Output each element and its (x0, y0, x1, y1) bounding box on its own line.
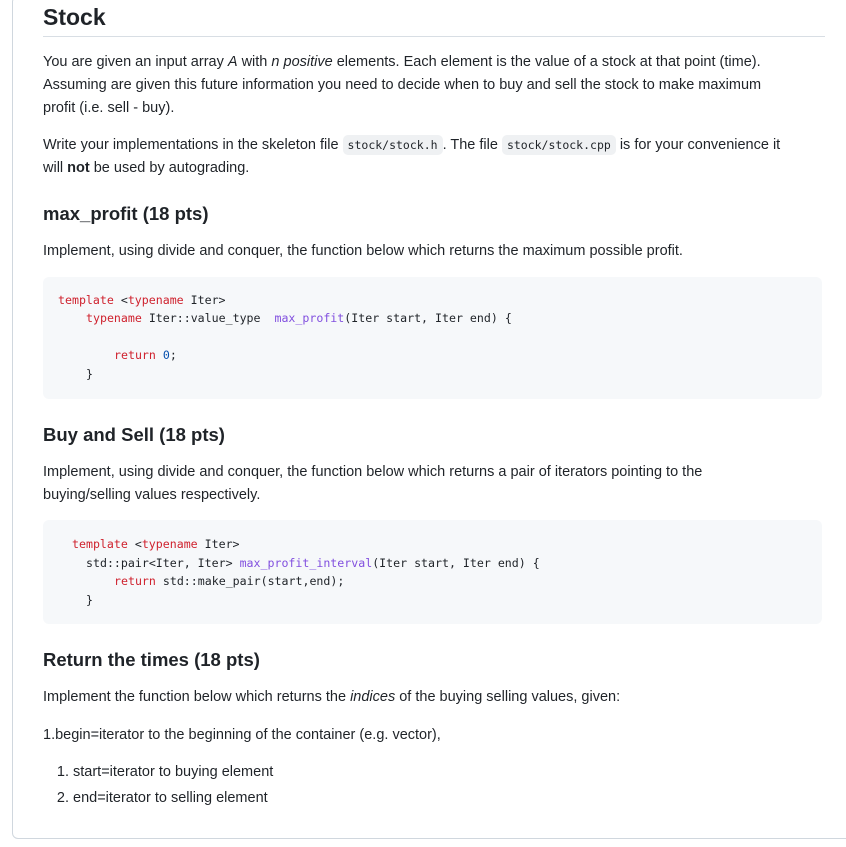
page-title: Stock (43, 2, 825, 37)
skeleton-text: be used by autograding. (89, 160, 250, 176)
skeleton-text: . The file (442, 137, 502, 153)
list-item: 2. end=iterator to selling element (73, 785, 825, 811)
code-keyword: return (114, 574, 156, 588)
code-number: 0 (162, 348, 170, 362)
heading-return-the-times: Return the times (18 pts) (43, 649, 260, 670)
emphasis-not: not (67, 160, 90, 176)
skeleton-paragraph (43, 134, 825, 180)
code-block-max-profit (43, 277, 822, 399)
buy-sell-text: Implement, using divide and conquer, the function below which returns a pair of iterators pointing to the (43, 464, 703, 480)
code-text: std::make_pair(start,end); (155, 574, 345, 588)
code-text: Iter> (183, 293, 226, 307)
code-function: max_profit_interval (239, 556, 373, 570)
code-keyword: return (114, 348, 156, 362)
code-line (86, 309, 512, 327)
return-times-description (43, 686, 825, 709)
intro-text: You are given an input array (43, 54, 228, 70)
intro-paragraph (43, 51, 825, 120)
intro-text: elements. Each element is the value of a stock at that point (time). (332, 54, 761, 70)
code-text: ; (169, 348, 177, 362)
begin-item: 1.begin=iterator to the beginning of the container (e.g. vector), (43, 727, 441, 743)
heading-buy-and-sell: Buy and Sell (18 pts) (43, 424, 225, 445)
intro-text: profit (i.e. sell - buy). (43, 100, 175, 116)
intro-positive: positive (283, 54, 333, 70)
intro-n: n (271, 54, 280, 70)
skeleton-text: Write your implementations in the skeleton file (43, 137, 343, 153)
inline-code-stock-cpp: stock/stock.cpp (502, 135, 616, 155)
code-keyword: typename (141, 537, 198, 551)
code-line (114, 572, 344, 590)
code-line (114, 346, 177, 364)
code-keyword: template (72, 537, 128, 551)
intro-text: with (237, 54, 272, 70)
code-text: (Iter start, Iter end) { (372, 556, 540, 570)
skeleton-text: is for your convenience it (615, 137, 781, 153)
buy-sell-description (43, 461, 825, 507)
code-line: } (86, 367, 93, 381)
return-times-text: of the buying selling values, given: (395, 689, 621, 705)
code-line (72, 535, 240, 553)
code-keyword: typename (86, 311, 142, 325)
code-line: } (86, 593, 93, 607)
skeleton-text: will (43, 160, 68, 176)
return-times-text: Implement the function below which returns the (43, 689, 351, 705)
readme-card (12, 0, 846, 839)
code-text: < (127, 537, 142, 551)
code-text: (Iter start, Iter end) { (344, 311, 512, 325)
emphasis-indices: indices (350, 689, 396, 705)
list-item: 1. start=iterator to buying element (73, 759, 825, 785)
code-text (156, 348, 163, 362)
code-text: Iter::value_type (141, 311, 275, 325)
inline-code-stock-h: stock/stock.h (343, 135, 443, 155)
intro-text: Assuming are given this future information you need to decide when to buy and sell the stock to make maximum (43, 77, 762, 93)
code-block-max-profit-interval (43, 520, 822, 624)
max-profit-description: Implement, using divide and conquer, the function below which returns the maximum possible profit. (43, 243, 683, 259)
buy-sell-text: buying/selling values respectively. (43, 487, 261, 503)
code-function: max_profit (274, 311, 345, 325)
code-text: Iter> (197, 537, 240, 551)
code-line (58, 291, 226, 309)
code-text: std::pair<Iter, Iter> (86, 556, 240, 570)
code-text: < (113, 293, 128, 307)
intro-array-name: A (227, 54, 238, 70)
iterator-list (43, 759, 825, 811)
heading-max-profit: max_profit (18 pts) (43, 203, 209, 224)
code-keyword: template (58, 293, 114, 307)
code-line (86, 554, 540, 572)
code-keyword: typename (127, 293, 184, 307)
